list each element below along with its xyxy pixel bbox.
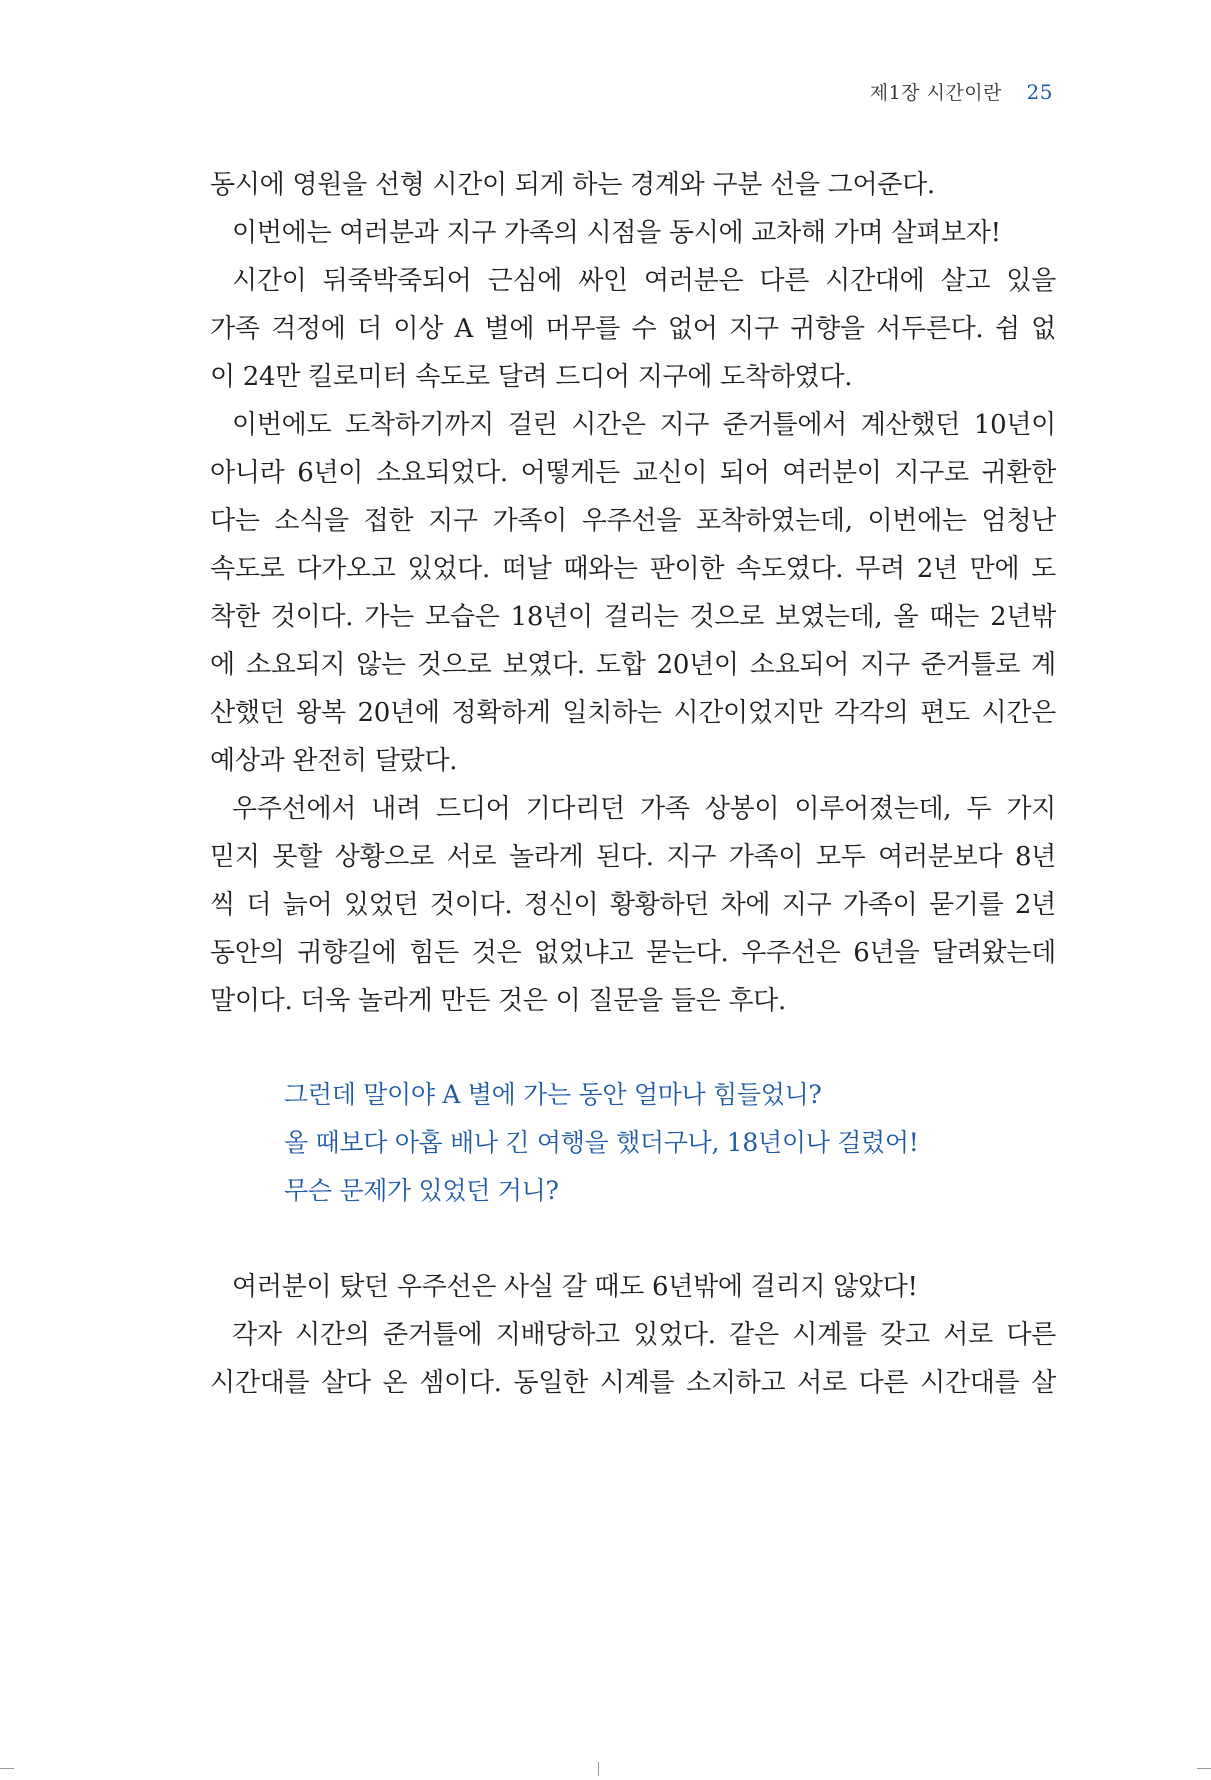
body-line: 동시에 영원을 선형 시간이 되게 하는 경계와 구분 선을 그어준다. [210,170,935,200]
body-line: 이번에도 도착하기까지 걸린 시간은 지구 준거틀에서 계산했던 10년이 [232,410,1056,440]
crop-mark [598,1762,599,1776]
quote-line: 올 때보다 아홉 배나 긴 여행을 했더구나, 18년이나 걸렸어! [284,1128,919,1157]
body-line: 말이다. 더욱 놀라게 만든 것은 이 질문을 들은 후다. [210,986,786,1016]
body-line: 이 24만 킬로미터 속도로 달려 드디어 지구에 도착하였다. [210,362,853,392]
body-line: 착한 것이다. 가는 모습은 18년이 걸리는 것으로 보였는데, 올 때는 2년밖 [210,602,1056,632]
quote-line: 그런데 말이야 A 별에 가는 동안 얼마나 힘들었니? [284,1080,822,1109]
body-line: 믿지 못할 상황으로 서로 놀라게 된다. 지구 가족이 모두 여러분보다 8년 [210,842,1056,872]
body-line: 다는 소식을 접한 지구 가족이 우주선을 포착하였는데, 이번에는 엄청난 [210,506,1056,536]
body-line: 우주선에서 내려 드디어 기다리던 가족 상봉이 이루어졌는데, 두 가지 [232,794,1056,824]
body-line: 산했던 왕복 20년에 정확하게 일치하는 시간이었지만 각각의 편도 시간은 [210,698,1056,728]
body-line: 아니라 6년이 소요되었다. 어떻게든 교신이 되어 여러분이 지구로 귀환한 [210,458,1056,488]
body-line: 이번에는 여러분과 지구 가족의 시점을 동시에 교차해 가며 살펴보자! [232,218,1001,248]
running-header [870,78,1053,105]
body-line: 속도로 다가오고 있었다. 떠날 때와는 판이한 속도였다. 무려 2년 만에 도 [210,554,1056,584]
chapter-title: 제1장 시간이란 [869,82,1002,104]
body-line: 동안의 귀향길에 힘든 것은 없었냐고 묻는다. 우주선은 6년을 달려왔는데 [210,938,1056,968]
body-line: 여러분이 탔던 우주선은 사실 갈 때도 6년밖에 걸리지 않았다! [232,1272,918,1302]
crop-mark [1197,1768,1211,1769]
body-line: 시간대를 살다 온 셈이다. 동일한 시계를 소지하고 서로 다른 시간대를 살 [210,1368,1056,1398]
body-line: 예상과 완전히 달랐다. [210,746,458,776]
body-line: 시간이 뒤죽박죽되어 근심에 싸인 여러분은 다른 시간대에 살고 있을 [232,266,1056,296]
quote-line: 무슨 문제가 있었던 거니? [284,1176,559,1205]
body-line: 에 소요되지 않는 것으로 보였다. 도합 20년이 소요되어 지구 준거틀로 계 [210,650,1056,680]
page-number: 25 [1026,80,1053,104]
crop-mark [0,1768,14,1769]
body-line: 씩 더 늙어 있었던 것이다. 정신이 황황하던 차에 지구 가족이 묻기를 2년 [210,890,1056,920]
body-line: 가족 걱정에 더 이상 A 별에 머무를 수 없어 지구 귀향을 서두른다. 쉼 없 [210,314,1056,344]
body-line: 각자 시간의 준거틀에 지배당하고 있었다. 같은 시계를 갖고 서로 다른 [232,1320,1056,1350]
